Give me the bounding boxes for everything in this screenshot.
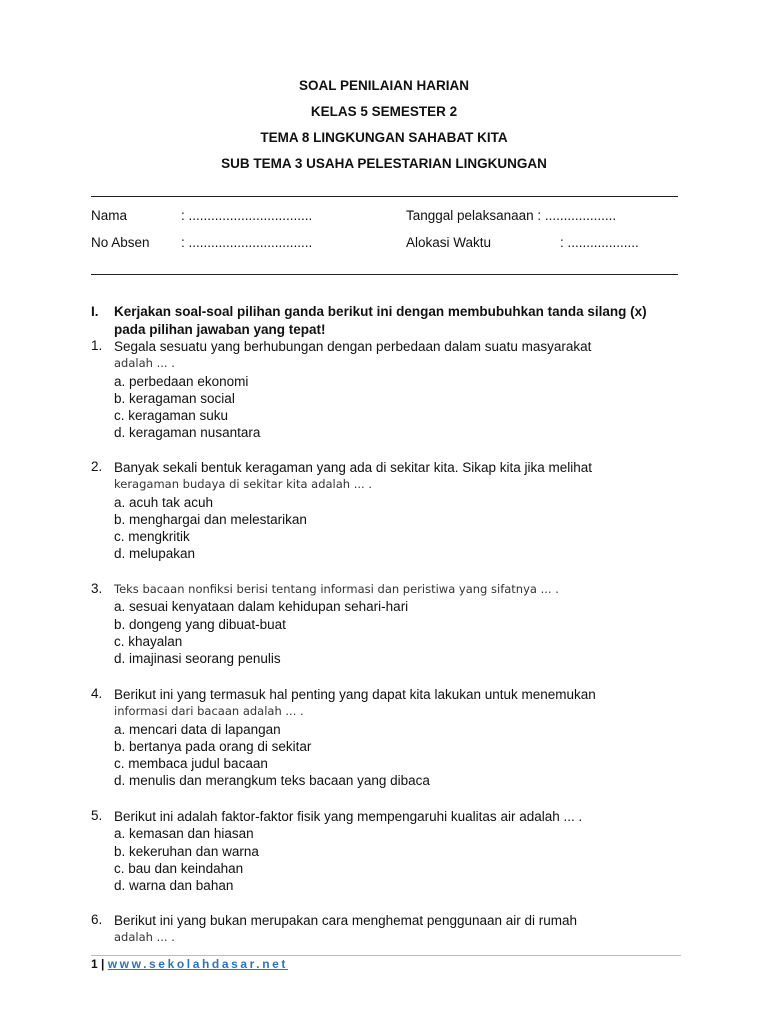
question-text: Berikut ini yang bukan merupakan cara menghemat penggunaan air di rumah <box>114 913 578 928</box>
title-line-4: SUB TEMA 3 USAHA PELESTARIAN LINGKUNGAN <box>221 156 547 171</box>
top-divider <box>91 196 678 197</box>
option-c: c. keragaman suku <box>114 408 229 424</box>
alokasi-field: : ................... <box>560 235 639 250</box>
option-a: a. mencari data di lapangan <box>114 721 281 737</box>
nama-field: : ................................. <box>181 208 313 223</box>
option-a: a. kemasan dan hiasan <box>114 826 254 842</box>
option-a: a. acuh tak acuh <box>114 494 214 510</box>
option-b: b. menghargai dan melestarikan <box>114 511 307 527</box>
footer-divider <box>91 955 681 956</box>
question-number: 3. <box>91 581 103 596</box>
option-a: a. sesuai kenyataan dalam kehidupan sehari-hari <box>114 599 409 615</box>
page-footer <box>91 957 288 971</box>
question-text-continued: adalah ... . <box>114 356 175 371</box>
question-number: 2. <box>91 459 103 474</box>
question-text: Berikut ini yang termasuk hal penting yang dapat kita lakukan untuk menemukan <box>114 687 596 702</box>
title-line-2: KELAS 5 SEMESTER 2 <box>310 104 458 119</box>
option-b: b. dongeng yang dibuat-buat <box>114 616 286 632</box>
alokasi-label: Alokasi Waktu <box>406 235 492 250</box>
title-line-1: SOAL PENILAIAN HARIAN <box>298 78 469 93</box>
option-d: d. melupakan <box>114 546 196 562</box>
website-link[interactable]: www.sekolahdasar.net <box>107 957 289 971</box>
footer-separator: | <box>101 957 105 971</box>
option-b: b. bertanya pada orang di sekitar <box>114 738 312 754</box>
question-text-continued: adalah ... . <box>114 930 175 945</box>
question-text-continued: keragaman budaya di sekitar kita adalah ... . <box>114 477 373 492</box>
option-c: c. membaca judul bacaan <box>114 756 268 772</box>
no-absen-label: No Absen <box>91 235 150 250</box>
option-a: a. perbedaan ekonomi <box>114 373 249 389</box>
question-number: 5. <box>91 808 103 823</box>
option-d: d. keragaman nusantara <box>114 425 261 441</box>
tanggal-field: Tanggal pelaksanaan : ................... <box>406 208 617 223</box>
option-d: d. warna dan bahan <box>114 878 234 894</box>
no-absen-field: : ................................. <box>181 235 313 250</box>
question-text: Segala sesuatu yang berhubungan dengan perbedaan dalam suatu masyarakat <box>114 339 592 354</box>
nama-label: Nama <box>91 208 128 223</box>
question-text-continued: informasi dari bacaan adalah ... . <box>114 704 304 719</box>
option-c: c. khayalan <box>114 633 183 649</box>
option-b: b. keragaman social <box>114 390 235 406</box>
option-b: b. kekeruhan dan warna <box>114 843 259 859</box>
option-d: d. imajinasi seorang penulis <box>114 651 281 667</box>
question-text: Teks bacaan nonfiksi berisi tentang informasi dan peristiwa yang sifatnya ... . <box>114 582 559 596</box>
question-text: Berikut ini adalah faktor-faktor fisik yang mempengaruhi kualitas air adalah ... . <box>114 809 583 824</box>
instruction-number: I. <box>91 304 99 319</box>
bottom-divider <box>91 274 678 275</box>
option-d: d. menulis dan merangkum teks bacaan yang dibaca <box>114 773 430 789</box>
title-line-3: TEMA 8 LINGKUNGAN SAHABAT KITA <box>260 130 508 145</box>
question-number: 4. <box>91 686 103 701</box>
question-number: 6. <box>91 912 103 927</box>
question-number: 1. <box>91 338 103 353</box>
option-c: c. bau dan keindahan <box>114 860 244 876</box>
option-c: c. mengkritik <box>114 529 190 545</box>
instruction-text: Kerjakan soal-soal pilihan ganda berikut ini dengan membubuhkan tanda silang (x) pada pilihan jawaban yang tepat! <box>114 304 647 337</box>
page-number: 1 <box>91 957 98 971</box>
question-text: Banyak sekali bentuk keragaman yang ada di sekitar kita. Sikap kita jika melihat <box>114 460 593 475</box>
